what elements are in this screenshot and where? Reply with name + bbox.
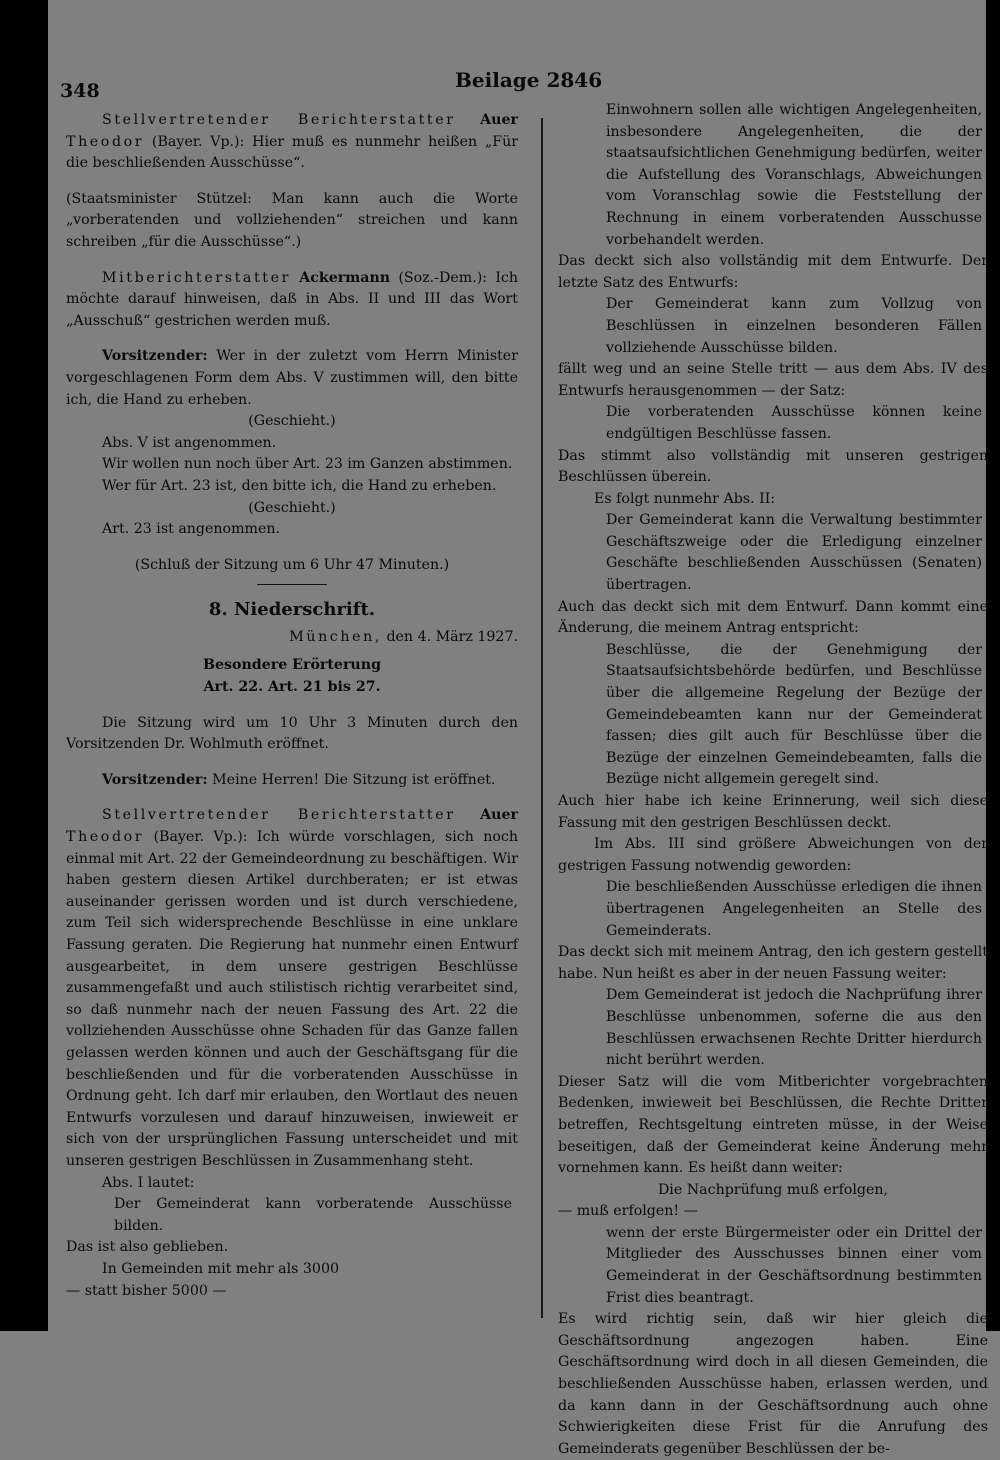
speaker-name: Ackermann [299,269,391,286]
speech-text: Wer in der zuletzt vom Herrn Minister vorgeschlagenen Form dem Abs. V zustimmen will, den bitte ich, die Hand zu erheben. [66,348,518,408]
paragraph-auer-1 [66,110,518,175]
paragraph-vorsitzender-1 [66,346,518,411]
speaker-role: Mitberichterstatter [102,269,291,286]
paragraph-statt-bisher: — statt bisher 5000 — [66,1282,227,1299]
paragraph-deckt-sich: Das deckt sich also vollständig mit dem Entwurfe. Der letzte Satz des Entwurfs: [558,253,988,291]
paragraph-art-23-hands: Wer für Art. 23 ist, den bitte ich, die Hand zu erheben. [102,477,497,494]
paragraph-art-23-accepted: Art. 23 ist angenommen. [102,521,281,538]
left-column [66,110,518,1302]
speech-text: (Bayer. Vp.): Hier muß es nunmehr heißen „Für die beschließenden Ausschüsse“. [66,133,518,172]
note-geschieht-2: (Geschieht.) [248,499,336,516]
paragraph-erinnerung: Auch hier habe ich keine Erinnerung, weil sich diese Fassung mit den gestrigen Beschlüssen deckt. [558,793,988,831]
speaker-name: Vorsitzender: [102,348,208,365]
paragraph-opening: Die Sitzung wird um 10 Uhr 3 Minuten durch den Vorsitzenden Dr. Wohlmuth eröffnet. [66,714,518,753]
speaker-name: Vorsitzender: [102,771,208,788]
scan-edge-left [0,0,48,1331]
paragraph-abs-ii: Es folgt nunmehr Abs. II: [594,490,776,507]
place-date [66,627,518,649]
quote-verwaltung: Der Gemeinderat kann die Verwaltung bestimmter Geschäftszweige oder die Erledigung einzelner Geschäfte beschließenden Ausschüssen (Senaten) übertragen. [606,512,982,594]
articles-heading: Art. 22. Art. 21 bis 27. [203,679,381,696]
column-divider [541,118,543,1318]
paragraph-geblieben: Das ist also geblieben. [66,1239,229,1256]
speaker-role: Stellvertretender Berichterstatter [102,807,456,824]
right-column [558,100,988,1460]
paragraph-faellt-weg: fällt weg und an seine Stelle tritt — aus dem Abs. IV des Entwurfs herausgenommen — der Satz: [558,361,988,399]
paragraph-vorsitzender-2 [66,770,518,792]
speaker-role: Stellvertretender Berichterstatter [102,112,456,128]
paragraph-abs-iii: Im Abs. III sind größere Abweichungen von der gestrigen Fassung notwendig geworden: [558,836,988,874]
speaker-first-name: Theodor [66,829,145,846]
speech-text: (Bayer. Vp.): Ich würde vorschlagen, sich noch einmal mit Art. 22 der Gemeindeordnung zu beschäftigen. Wir haben gestern diesen Artikel durchberaten; er ist etwas auseinander gerissen worden und ist durch verschiedene, zum Teil sich widersprechende Beschlüsse in eine unklare Fassung geraten. Die Regierung hat nunmehr einen Entwurf ausgearbeitet, in dem unsere gestrigen Beschlüsse zusammengefaßt und auch stilistisch richtig verarbeitet sind, so daß nunmehr nach der neuen Fassung des Art. 22 die vollziehenden Ausschüsse ohne Schaden für das Ganze fallen gelassen werden können und auch der Geschäftsgang für die beschließenden und für die vorberatenden Ausschüsse in Ordnung geht. Ich darf mir erlauben, den Wortlaut des neuen Entwurfs vorzulesen und darauf hinzuweisen, inwieweit er sich von der ursprünglichen Fassung unterscheidet und mit unseren gestrigen Beschlüssen in Zusammenhang steht. [66,829,518,1169]
paragraph-art-23-vote: Wir wollen nun noch über Art. 23 im Ganzen abstimmen. [102,456,513,473]
speech-text: (Soz.-Dem.): Ich möchte darauf hinweisen, daß in Abs. II und III das Wort „Ausschuß“ gestrichen werden muß. [66,269,519,329]
quote-muss-erfolgen: Die Nachprüfung muß erfolgen, [657,1181,889,1198]
scan-edge-right [986,0,1000,1331]
quote-vollzug: Der Gemeinderat kann zum Vollzug von Beschlüssen in einzelnen besonderen Fällen vollziehende Ausschüsse bilden. [606,296,982,356]
quote-abs-i: Der Gemeinderat kann vorberatende Ausschüsse bilden. [114,1196,512,1234]
page-header: Beilage 2846 [455,68,603,92]
section-rule [257,584,327,585]
place: München, [289,628,382,645]
paragraph-auer-2 [66,805,518,1172]
quote-vorberatende: Die vorberatenden Ausschüsse können keine endgültigen Beschlüsse fassen. [606,404,982,442]
quote-gemeinden: In Gemeinden mit mehr als 3000 [102,1260,340,1277]
paragraph-bedenken: Dieser Satz will die vom Mitberichter vorgebrachten Bedenken, inwieweit bei Beschlüssen, die Rechte Dritter betreffen, Rechtsgeltung eintreten müsse, in der Weise beseitigen, daß der Gemeinderat keine Änderung mehr vornehmen kann. Es heißt dann weiter: [558,1073,988,1177]
quote-genehmigung: Beschlüsse, die der Genehmigung der Staatsaufsichtsbehörde bedürfen, und Beschlüsse über die allgemeine Regelung der Bezüge der Gemeindebeamten kann nur der Gemeinderat fassen; dies gilt auch für Beschlüsse über die Bezüge der einzelnen Gemeindebeamten, falls die Bezüge nicht allgemein geregelt sind. [606,641,982,788]
page-number: 348 [60,80,100,102]
quote-nachpruefung: Dem Gemeinderat ist jedoch die Nachprüfung ihrer Beschlüsse unbenommen, soferne die aus den Beschlüssen erwachsenen Rechte Dritter hierdurch nicht berührt werden. [606,987,982,1069]
paragraph-abs-i: Abs. I lautet: [102,1174,195,1191]
note-geschieht-1: (Geschieht.) [248,413,336,430]
paragraph-abs-v: Abs. V ist angenommen. [102,434,277,451]
quote-buergermeister: wenn der erste Bürgermeister oder ein Drittel der Mitglieder des Ausschusses binnen einer vom Gemeinderat in der Geschäftsordnung bestimmten Frist dies beantragt. [606,1224,982,1306]
paragraph-ackermann [66,268,518,333]
paragraph-geschaeftsordnung: Es wird richtig sein, daß wir hier gleich die Geschäftsordnung angezogen haben. Eine Geschäftsordnung wird doch in all diesen Gemeinden, die beschließenden Ausschüsse haben, erlassen werden, und da kann dann in der Geschäftsordnung auch ohne Schwierigkeiten diese Frist für die Anrufung des Gemeinderats gegenüber Beschlüssen der be- [558,1311,988,1457]
date: den 4. März 1927. [386,628,518,645]
quote-beschliessende: Die beschließenden Ausschüsse erledigen die ihnen übertragenen Angelegenheiten an Stelle des Gemeinderats. [606,879,982,939]
speech-text: Meine Herren! Die Sitzung ist eröffnet. [212,771,496,788]
quote-einwohnern: Einwohnern sollen alle wichtigen Angelegenheiten, insbesondere Angelegenheiten, die der staatsaufsichtlichen Genehmigung bedürfen, weiter die Aufstellung des Voranschlags, Abweichungen vom Voranschlag sowie die Feststellung der Rechnung in einem vorberatenden Ausschusse vorbehandelt werden. [606,102,982,248]
paragraph-aenderung: Auch das deckt sich mit dem Entwurf. Dann kommt eine Änderung, die meinem Antrag entspricht: [558,598,988,637]
paragraph-stuetzel: (Staatsminister Stützel: Man kann auch die Worte „vorberatenden und vollziehenden“ streichen und kann schreiben „für die Ausschüsse“.) [66,190,518,250]
speaker-first-name: Theodor [66,133,145,150]
paragraph-stimmt: Das stimmt also vollständig mit unseren gestrigen Beschlüssen überein. [558,447,988,486]
section-title: 8. Niederschrift. [208,599,376,621]
note-session-end: (Schluß der Sitzung um 6 Uhr 47 Minuten.) [134,556,450,573]
speaker-name: Auer [480,807,518,824]
paragraph-antrag: Das deckt sich mit meinem Antrag, den ich gestern gestellt habe. Nun heißt es aber in der neuen Fassung weiter: [558,944,988,982]
subtitle: Besondere Erörterung [202,657,381,674]
paragraph-muss-erfolgen: — muß erfolgen! — [558,1203,698,1220]
speaker-name: Auer [480,112,518,128]
